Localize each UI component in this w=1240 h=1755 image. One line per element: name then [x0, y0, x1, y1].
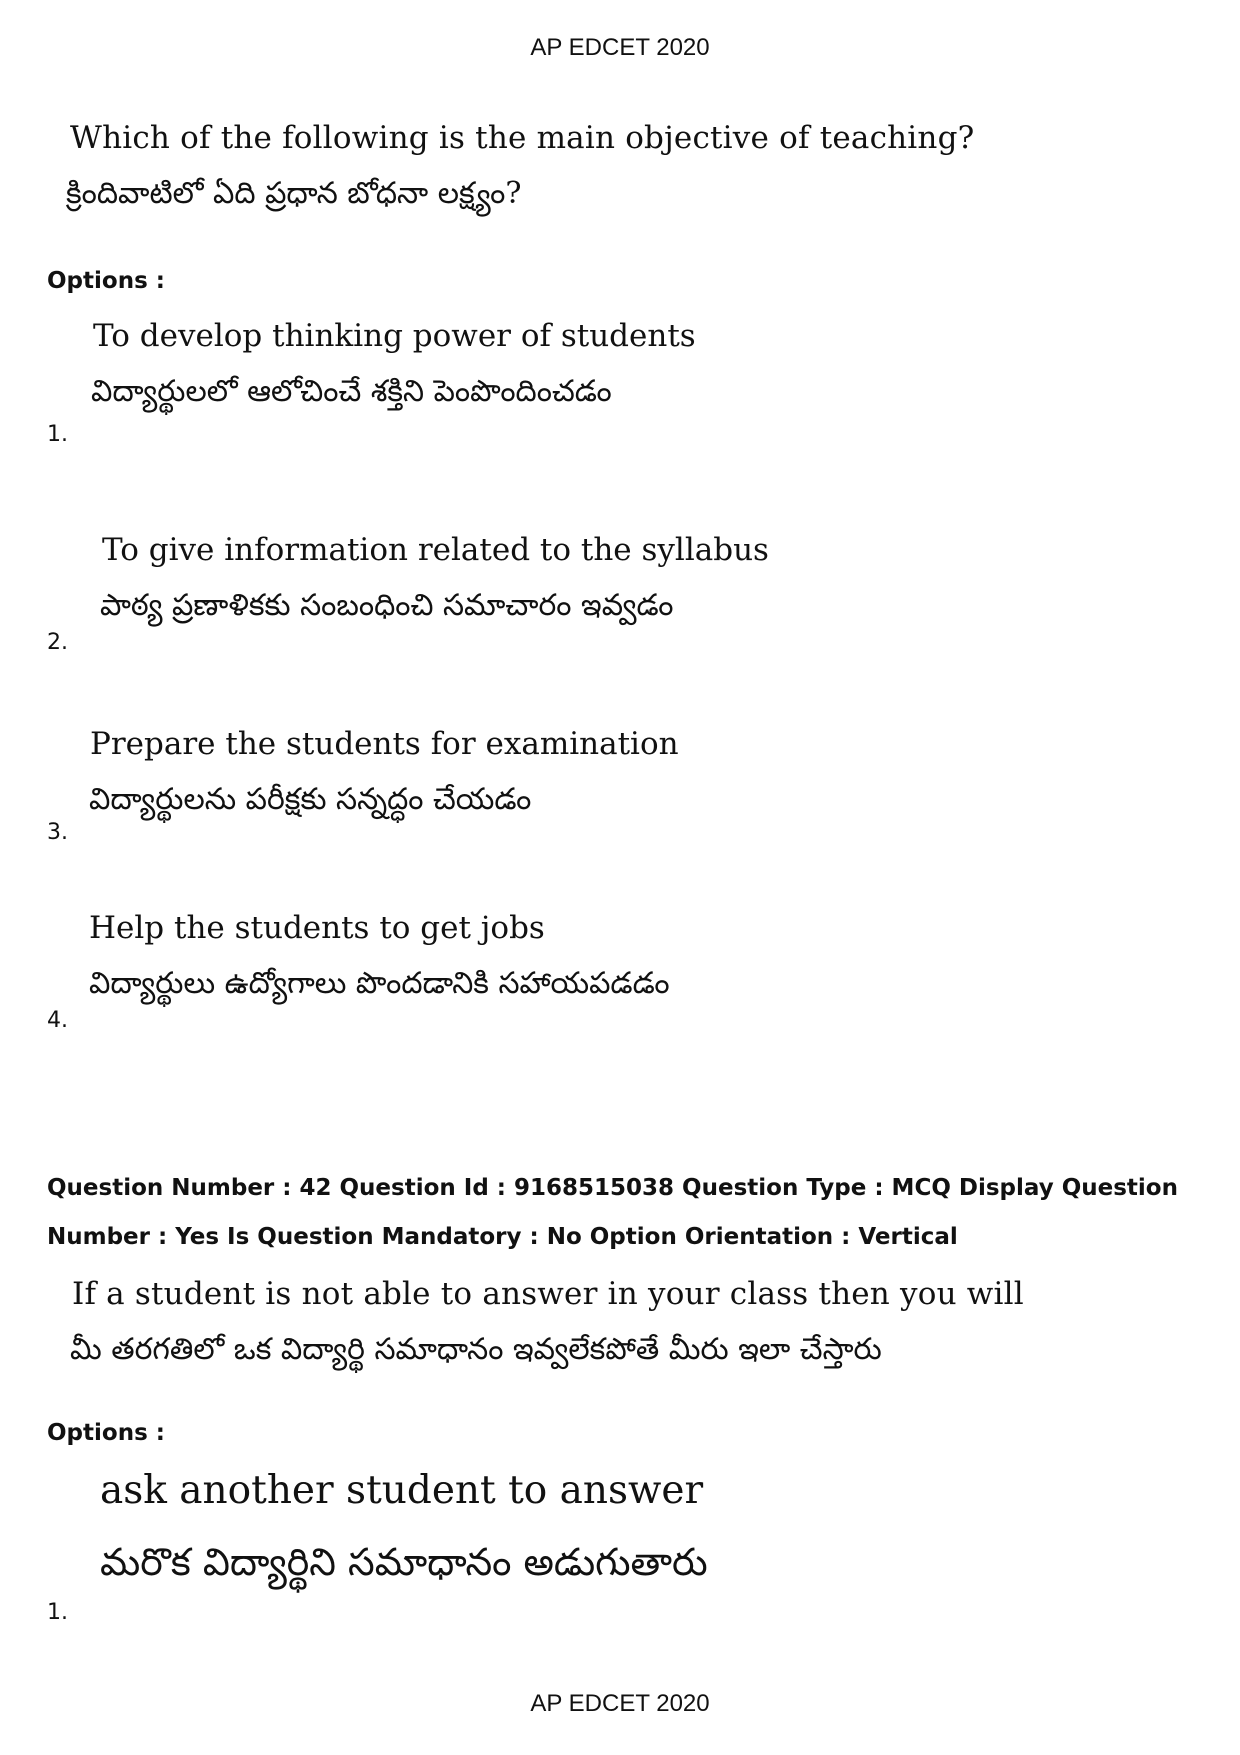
page-footer-title: AP EDCET 2020 — [530, 1690, 710, 1717]
option-number: 2. — [47, 630, 68, 655]
option-number: 1. — [47, 422, 68, 447]
option-text-en: ask another student to answer — [100, 1468, 704, 1513]
option-text-en: Prepare the students for examination — [90, 726, 679, 762]
question-meta-line-1: Question Number : 42 Question Id : 9168515038 Question Type : MCQ Display Question — [47, 1175, 1178, 1201]
option-text-te: మరొక విద్యార్థిని సమాధానం అడుగుతారు — [100, 1540, 708, 1584]
options-label: Options : — [47, 268, 165, 294]
option-text-en: Help the students to get jobs — [89, 910, 545, 946]
option-text-te: విద్యార్థులను పరీక్షకు సన్నద్ధం చేయడం — [89, 782, 532, 817]
question-text-te: మీ తరగతిలో ఒక విద్యార్థి సమాధానం ఇవ్వలేకపోతే మీరు ఇలా చేస్తారు — [70, 1332, 882, 1367]
options-label: Options : — [47, 1420, 165, 1446]
option-text-en: To develop thinking power of students — [93, 318, 696, 354]
option-text-te: విద్యార్థులు ఉద్యోగాలు పొందడానికి సహాయపడడం — [89, 966, 670, 1001]
question-meta-line-2: Number : Yes Is Question Mandatory : No Option Orientation : Vertical — [47, 1224, 958, 1250]
question-text-te: క్రిందివాటిలో ఏది ప్రధాన బోధనా లక్ష్యం? — [66, 176, 522, 211]
page-header-title: AP EDCET 2020 — [530, 34, 710, 61]
option-text-en: To give information related to the syllabus — [102, 532, 769, 568]
question-text-en: Which of the following is the main objective of teaching? — [70, 120, 975, 156]
option-number: 3. — [47, 820, 68, 845]
question-text-en: If a student is not able to answer in your class then you will — [72, 1276, 1024, 1312]
option-text-te: విద్యార్థులలో ఆలోచించే శక్తిని పెంపొందించడం — [91, 374, 612, 409]
option-number: 4. — [47, 1008, 68, 1033]
option-number: 1. — [47, 1600, 68, 1625]
option-text-te: పాఠ్య ప్రణాళికకు సంబంధించి సమాచారం ఇవ్వడం — [100, 588, 674, 623]
